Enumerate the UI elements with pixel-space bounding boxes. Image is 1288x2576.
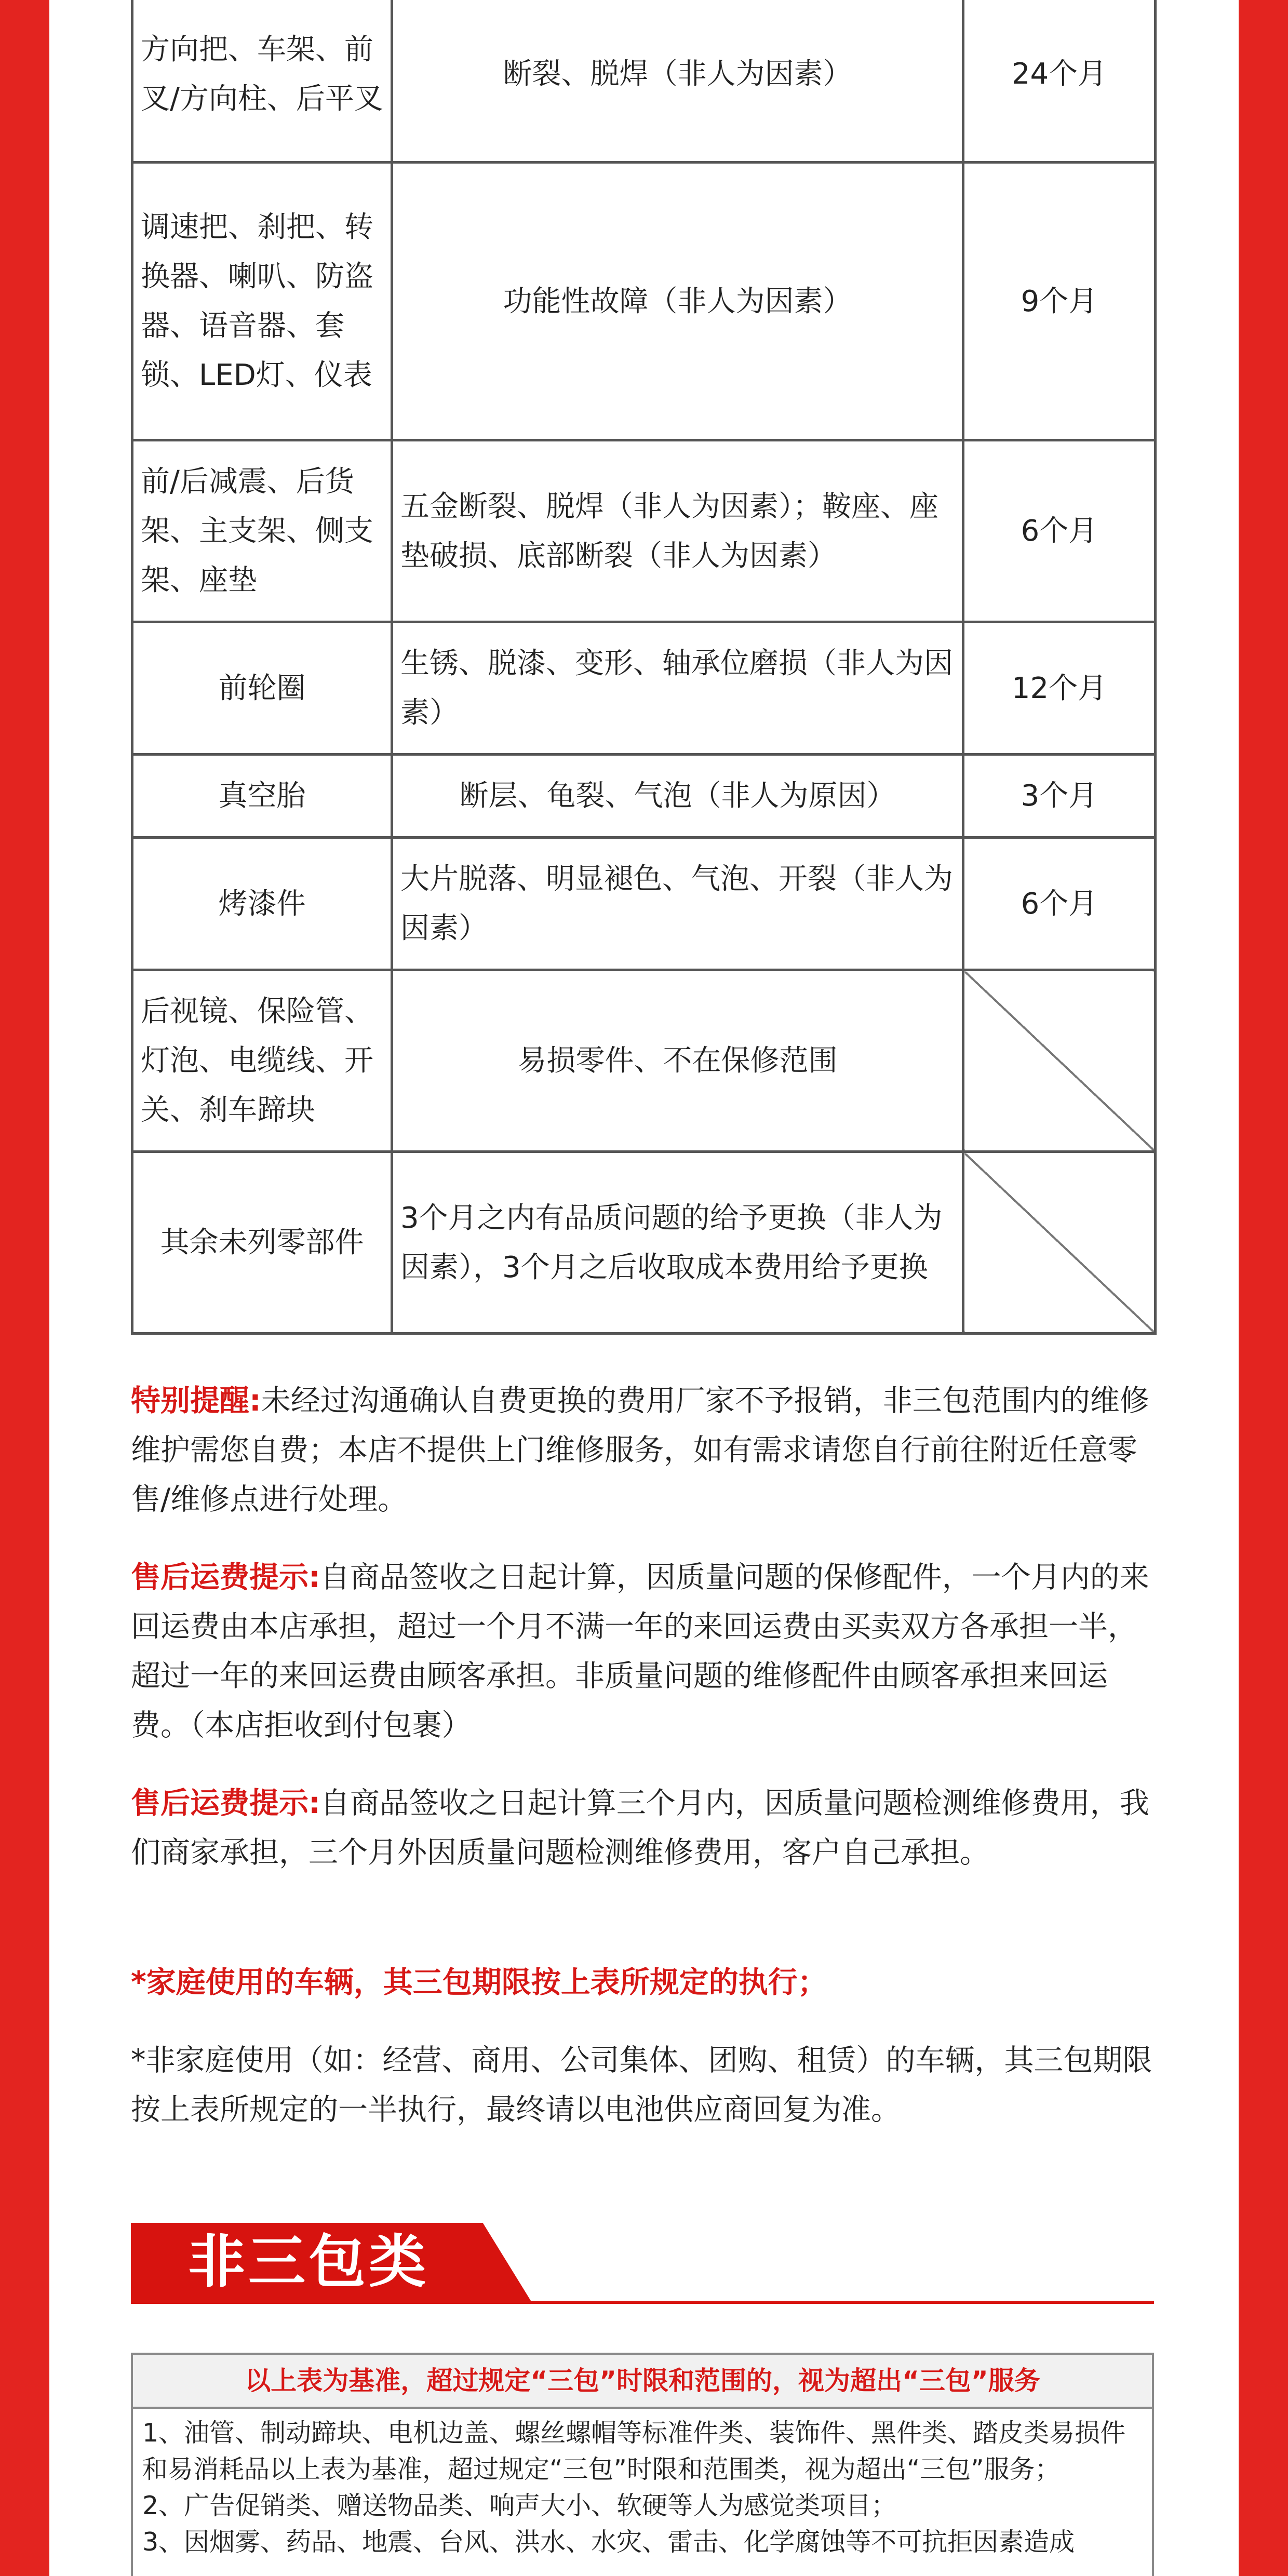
period-cell: 6个月 bbox=[963, 838, 1156, 970]
part-cell: 前/后减震、后货架、主支架、侧支架、座垫 bbox=[132, 440, 392, 622]
fault-cell: 断裂、脱焊（非人为因素） bbox=[392, 0, 963, 163]
shipping-note-2 bbox=[131, 1779, 1154, 1877]
household-note: *家庭使用的车辆，其三包期限按上表所规定的执行； bbox=[131, 1965, 827, 2000]
shipping-note-1-label: 售后运费提示: bbox=[131, 1560, 320, 1594]
fault-cell: 五金断裂、脱焊（非人为因素）；鞍座、座垫破损、底部断裂（非人为因素） bbox=[392, 440, 963, 622]
part-cell: 烤漆件 bbox=[132, 838, 392, 970]
fault-cell: 易损零件、不在保修范围 bbox=[392, 970, 963, 1152]
special-reminder-label: 特别提醒: bbox=[131, 1384, 261, 1418]
warranty-table bbox=[131, 0, 1157, 1335]
list-item: 1、油管、制动蹄块、电机边盖、螺丝螺帽等标准件类、装饰件、黑件类、踏皮类易损件和易消耗品以上表为基准，超过规定“三包”时限和范围类，视为超出“三包”服务； bbox=[142, 2418, 1126, 2484]
table-row bbox=[132, 970, 1156, 1152]
empty-period-cell bbox=[963, 1152, 1156, 1334]
fault-cell: 生锈、脱漆、变形、轴承位磨损（非人为因素） bbox=[392, 622, 963, 755]
fault-cell: 功能性故障（非人为因素） bbox=[392, 163, 963, 440]
section-banner bbox=[131, 2223, 1154, 2306]
period-cell: 9个月 bbox=[963, 163, 1156, 440]
non-warranty-box bbox=[131, 2353, 1154, 2576]
shipping-note-1 bbox=[131, 1553, 1154, 1750]
banner-divider bbox=[131, 2301, 1154, 2304]
period-cell: 24个月 bbox=[963, 0, 1156, 163]
table-row bbox=[132, 1152, 1156, 1334]
special-reminder-text: 未经过沟通确认自费更换的费用厂家不予报销，非三包范围内的维修维护需您自费；本店不提供上门维修服务，如有需求请您自行前往附近任意零售/维修点进行处理。 bbox=[131, 1384, 1149, 1517]
table-row bbox=[132, 163, 1156, 440]
period-cell: 3个月 bbox=[963, 755, 1156, 838]
period-cell: 6个月 bbox=[963, 440, 1156, 622]
period-cell: 12个月 bbox=[963, 622, 1156, 755]
part-cell: 其余未列零部件 bbox=[132, 1152, 392, 1334]
table-row bbox=[132, 0, 1156, 163]
special-reminder bbox=[131, 1376, 1154, 1524]
fault-cell: 大片脱落、明显褪色、气泡、开裂（非人为因素） bbox=[392, 838, 963, 970]
non-warranty-list bbox=[133, 2409, 1152, 2567]
non-warranty-header: 以上表为基准，超过规定“三包”时限和范围的，视为超出“三包”服务 bbox=[133, 2355, 1152, 2409]
shipping-note-2-label: 售后运费提示: bbox=[131, 1786, 320, 1820]
section-title: 非三包类 bbox=[188, 2229, 429, 2295]
list-item: 2、广告促销类、赠送物品类、响声大小、软硬等人为感觉类项目； bbox=[142, 2491, 897, 2520]
fault-cell: 断层、龟裂、气泡（非人为原因） bbox=[392, 755, 963, 838]
part-cell: 前轮圈 bbox=[132, 622, 392, 755]
empty-period-cell bbox=[963, 970, 1156, 1152]
shipping-note-2-text: 自商品签收之日起计算三个月内，因质量问题检测维修费用，我们商家承担，三个月外因质量问题检测维修费用，客户自己承担。 bbox=[131, 1786, 1149, 1870]
table-row bbox=[132, 622, 1156, 755]
content-panel bbox=[49, 0, 1239, 2576]
table-row bbox=[132, 838, 1156, 970]
table-row bbox=[132, 755, 1156, 838]
part-cell: 真空胎 bbox=[132, 755, 392, 838]
fault-cell: 3个月之内有品质问题的给予更换（非人为因素），3个月之后收取成本费用给予更换 bbox=[392, 1152, 963, 1334]
non-household-note: *非家庭使用（如：经营、商用、公司集体、团购、租赁）的车辆，其三包期限按上表所规定的一半执行，最终请以电池供应商回复为准。 bbox=[131, 2043, 1152, 2127]
list-item: 3、因烟雾、药品、地震、台风、洪水、水灾、雷击、化学腐蚀等不可抗拒因素造成 bbox=[142, 2527, 1075, 2557]
table-row bbox=[132, 440, 1156, 622]
part-cell: 后视镜、保险管、灯泡、电缆线、开关、刹车蹄块 bbox=[132, 970, 392, 1152]
shipping-note-1-text: 自商品签收之日起计算，因质量问题的保修配件，一个月内的来回运费由本店承担，超过一个月不满一年的来回运费由买卖双方各承担一半，超过一年的来回运费由顾客承担。非质量问题的维修配件由顾客承担来回运费。（本店拒收到付包裹） bbox=[131, 1560, 1149, 1742]
part-cell: 调速把、刹把、转换器、喇叭、防盗器、语音器、套锁、LED灯、仪表 bbox=[132, 163, 392, 440]
part-cell: 方向把、车架、前叉/方向柱、后平叉 bbox=[132, 0, 392, 163]
